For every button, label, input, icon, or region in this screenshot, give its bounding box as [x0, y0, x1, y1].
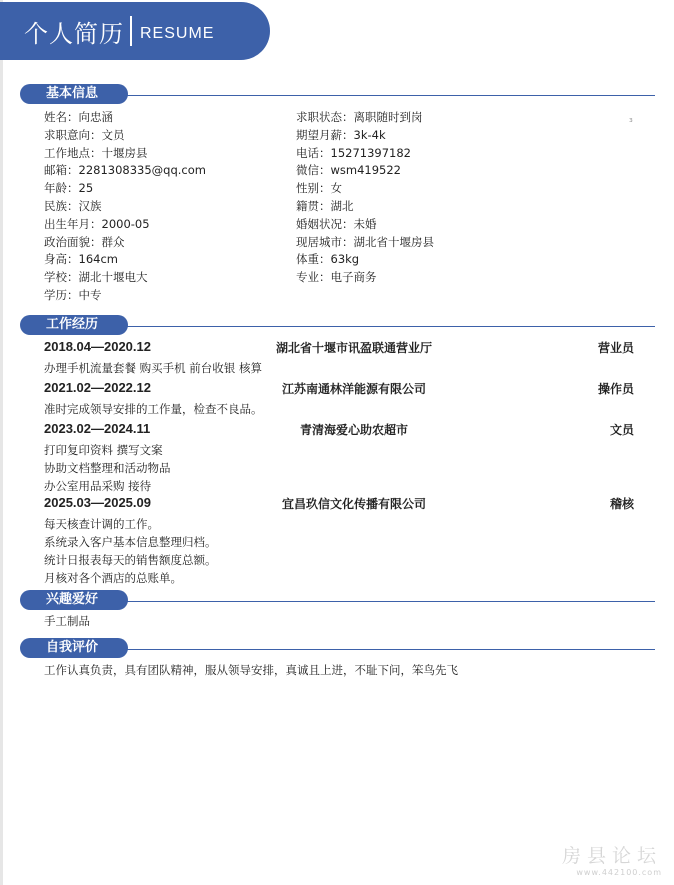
basic-info-grid: [44, 109, 644, 305]
info-field: 身高：164cm: [44, 252, 118, 267]
job-date: 2021.02—2022.12: [44, 380, 151, 395]
info-row: [44, 127, 644, 145]
info-field: 工作地点：十堰房县: [44, 145, 148, 160]
self-eval-text: 工作认真负责，具有团队精神，服从领导安排，真诚且上进，不耻下问，笨鸟先飞: [44, 663, 458, 677]
info-field: 性别：女: [296, 181, 342, 196]
header-title-en: RESUME: [140, 25, 215, 42]
info-field: 民族：汉族: [44, 198, 102, 213]
section-title-self: 自我评价: [20, 638, 128, 658]
info-field: 籍贯：湖北: [296, 198, 354, 213]
job-date: 2023.02—2024.11: [44, 421, 151, 436]
site-watermark: [562, 841, 662, 877]
info-field: 姓名：向忠涵: [44, 110, 113, 124]
info-field: 求职状态：离职随时到岗: [296, 110, 423, 124]
watermark-title: 房县论坛: [561, 845, 662, 867]
section-hobby: [20, 590, 655, 610]
info-field: 学校：湖北十堰电大: [44, 270, 148, 285]
info-field: 电话：15271397182: [296, 145, 411, 160]
job-role: 营业员: [597, 341, 634, 355]
job-role: 稽核: [609, 497, 634, 511]
info-row: [44, 109, 644, 127]
section-rule: [120, 601, 655, 602]
info-field: 婚姻状况：未婚: [296, 216, 377, 231]
section-rule: [120, 326, 655, 327]
info-field: 政治面貌：群众: [44, 234, 125, 249]
job-date: 2018.04—2020.12: [44, 339, 151, 354]
job-duty: 打印复印资料 撰写文案: [44, 443, 163, 457]
info-field: 现居城市：湖北省十堰房县: [296, 234, 434, 249]
info-field: 体重：63kg: [296, 252, 360, 267]
info-row: [44, 269, 644, 287]
job-duty: 协助文档整理和活动物品: [44, 461, 171, 475]
job-company: 宜昌玖信文化传播有限公司: [281, 497, 426, 511]
stray-mark: з: [629, 116, 633, 124]
job-entry: [44, 495, 634, 587]
hobby-text: 手工制品: [44, 614, 90, 628]
section-rule: [120, 649, 655, 650]
job-role: 文员: [609, 423, 634, 437]
job-duty: 系统录入客户基本信息整理归档。: [44, 535, 217, 549]
info-field: 出生年月：2000-05: [44, 216, 150, 231]
job-company: 青清海爱心助农超市: [299, 423, 408, 437]
info-field: 邮箱：2281308335@qq.com: [44, 163, 206, 178]
info-field: 专业：电子商务: [296, 270, 377, 285]
header-title-cn: 个人简历: [24, 19, 124, 48]
info-field: 学历：中专: [44, 287, 102, 302]
info-row: [44, 234, 644, 252]
info-row: [44, 287, 644, 305]
info-field: 微信：wsm419522: [296, 163, 401, 178]
info-row: [44, 216, 644, 234]
job-entry: [44, 421, 634, 495]
section-self-eval: [20, 638, 655, 658]
info-field: 期望月薪：3k-4k: [296, 127, 386, 142]
job-duty: 统计日报表每天的销售额度总额。: [44, 553, 217, 567]
section-rule: [120, 95, 655, 96]
info-row: [44, 162, 644, 180]
job-date: 2025.03—2025.09: [44, 495, 151, 510]
section-title-hobby: 兴趣爱好: [20, 590, 128, 610]
job-duty: 准时完成领导安排的工作量，检查不良品。: [44, 402, 263, 416]
job-duty: 办理手机流量套餐 购买手机 前台收银 核算: [44, 361, 262, 375]
job-entry: [44, 339, 634, 377]
section-basic-info: [20, 84, 655, 104]
info-row: [44, 145, 644, 163]
section-work: [20, 315, 655, 335]
header-divider: [130, 16, 132, 46]
info-field: 年龄：25: [44, 181, 94, 196]
job-company: 湖北省十堰市讯盈联通营业厅: [275, 341, 432, 355]
job-duty: 每天核查计调的工作。: [44, 517, 159, 531]
section-title-work: 工作经历: [20, 315, 128, 335]
section-title-basic: 基本信息: [20, 84, 128, 104]
info-row: [44, 198, 644, 216]
info-field: [296, 287, 548, 305]
page-edge: [0, 0, 3, 885]
info-field: 求职意向：文员: [44, 127, 125, 142]
job-role: 操作员: [597, 382, 634, 396]
job-duty: 月核对各个酒店的总账单。: [44, 571, 182, 585]
info-row: [44, 180, 644, 198]
job-entry: [44, 380, 634, 418]
info-row: [44, 251, 644, 269]
resume-header: [0, 2, 270, 60]
job-duty: 办公室用品采购 接待: [44, 479, 152, 493]
job-company: 江苏南通林洋能源有限公司: [281, 382, 426, 396]
watermark-url: www.442100.com: [576, 868, 662, 877]
